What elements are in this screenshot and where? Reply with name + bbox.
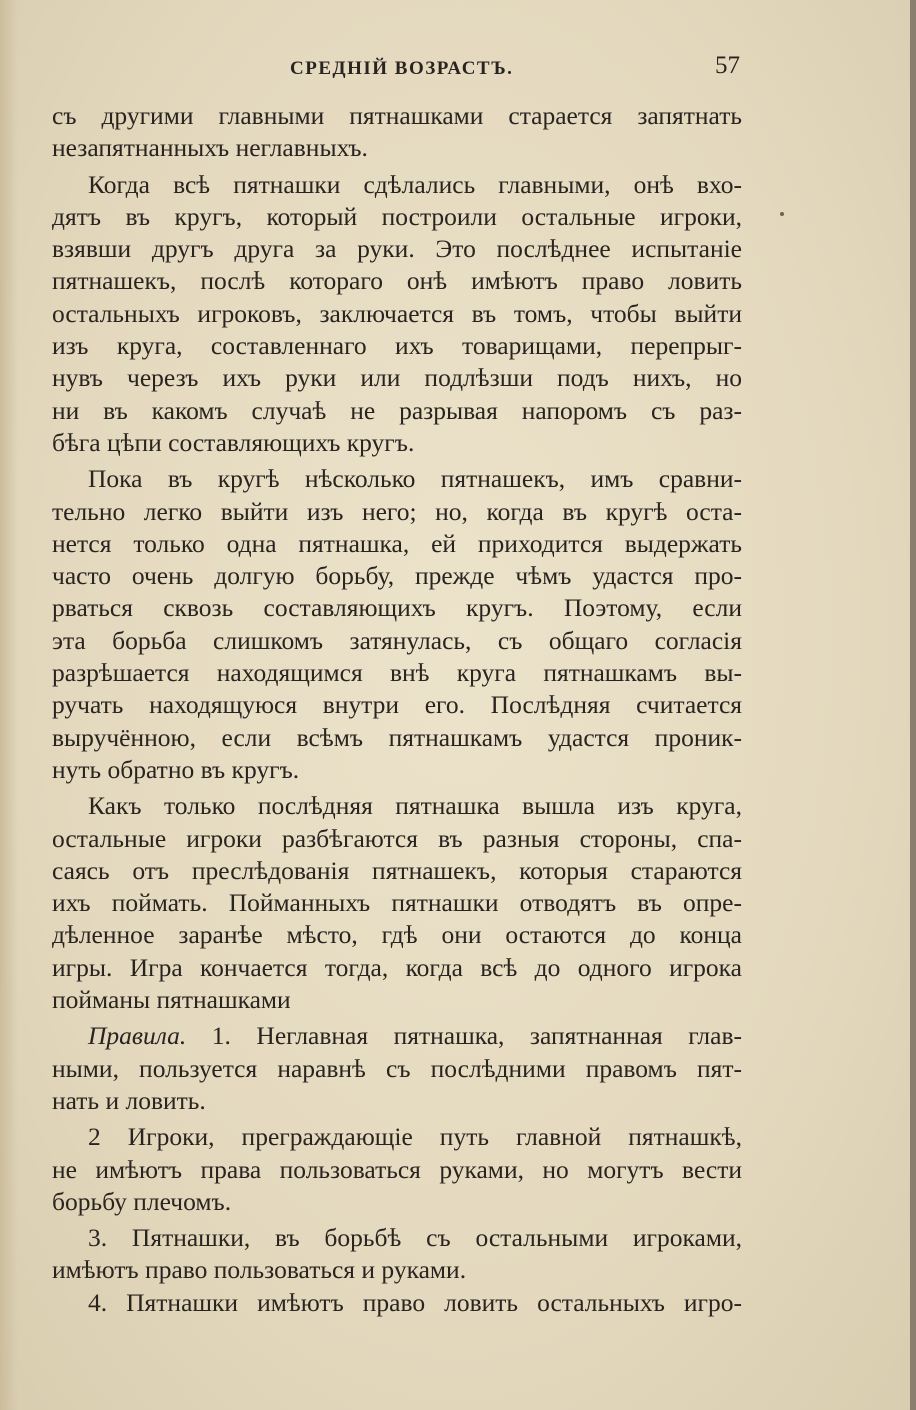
text-line: остальныхъ игроковъ, заключается въ томъ, чтобы выйти — [52, 298, 742, 328]
text-line: эта борьба слишкомъ затянулась, съ общаго согласія — [52, 625, 742, 655]
text-line: игры. Игра кончается тогда, когда всѣ до одного игрока — [52, 952, 742, 982]
text-line: съ другими главными пятнашками старается запятнать — [52, 101, 742, 130]
rules-heading: Правила. — [88, 1021, 187, 1051]
text-line: пятнашекъ, послѣ котораго онѣ имѣютъ право ловить — [52, 266, 742, 296]
text-line: выручённою, если всѣмъ пятнашкамъ удастся проник- — [52, 722, 742, 752]
ink-speck — [780, 212, 784, 216]
text-line: рваться сквозь составляющихъ кругъ. Поэтому, если — [52, 593, 742, 623]
text-line: нется только одна пятнашка, ей приходится выдержать — [52, 528, 742, 558]
text-line: разрѣшается находящимся внѣ круга пятнашкамъ вы- — [52, 658, 742, 688]
text-line: не имѣютъ права пользоваться руками, но могутъ вести — [52, 1154, 742, 1184]
page-header — [290, 52, 740, 82]
text-line: незапятнанныхъ неглавныхъ. — [52, 133, 368, 163]
text-line: дятъ въ кругъ, который построили остальные игроки, — [52, 201, 742, 231]
text-line: Когда всѣ пятнашки сдѣлались главными, онѣ вхо- — [88, 169, 742, 199]
text-line: Пока въ кругѣ нѣсколько пятнашекъ, имъ сравни- — [88, 464, 742, 494]
text-line: нувъ черезъ ихъ руки или подлѣзши подъ нихъ, но — [52, 363, 742, 393]
text-line: ными, пользуется наравнѣ съ послѣдними правомъ пят- — [52, 1053, 742, 1083]
page-number: 57 — [715, 52, 740, 79]
text-line: ручать находящуюся внутри его. Послѣдняя считается — [52, 690, 742, 720]
text-line: пойманы пятнашками — [52, 985, 291, 1015]
body-text — [52, 100, 742, 1319]
text-line: взявши другъ друга за руки. Это послѣднее испытаніе — [52, 234, 742, 264]
text-line: изъ круга, составленнаго ихъ товарищами, перепрыг- — [52, 331, 742, 361]
text-line: тельно легко выйти изъ него; но, когда въ кругѣ оста- — [52, 496, 742, 526]
text-line: Какъ только послѣдняя пятнашка вышла изъ круга, — [88, 791, 742, 821]
rule-1-start: 1. Неглавная пятнашка, запятнанная глав- — [211, 1021, 743, 1051]
text-line: 3. Пятнашки, въ борьбѣ съ остальными игроками, — [88, 1223, 742, 1253]
text-line: ни въ какомъ случаѣ не разрывая напоромъ съ раз- — [52, 395, 742, 425]
text-line: бѣга цѣпи составляющихъ кругъ. — [52, 427, 415, 457]
text-line: 4. Пятнашки имѣютъ право ловить остальныхъ игро- — [88, 1287, 742, 1317]
rules-line — [52, 1020, 742, 1052]
text-line: борьбу плечомъ. — [52, 1186, 232, 1216]
text-line: нать и ловить. — [52, 1085, 206, 1115]
text-line: 2 Игроки, преграждающіе путь главной пятнашкѣ, — [88, 1122, 742, 1152]
text-line: ихъ поймать. Пойманныхъ пятнашки отводятъ въ опре- — [52, 888, 742, 918]
text-line: нуть обратно въ кругъ. — [52, 754, 300, 784]
text-line: имѣютъ право пользоваться и руками. — [52, 1255, 467, 1285]
text-line: дѣленное заранѣе мѣсто, гдѣ они остаются до конца — [52, 920, 742, 950]
text-line: саясь отъ преслѣдованія пятнашекъ, которыя стараются — [52, 855, 742, 885]
text-line: часто очень долгую борьбу, прежде чѣмъ удастся про- — [52, 561, 742, 591]
running-head: СРЕДНІЙ ВОЗРАСТЪ. — [290, 58, 514, 79]
text-line: остальные игроки разбѣгаются въ разныя стороны, спа- — [52, 823, 742, 853]
